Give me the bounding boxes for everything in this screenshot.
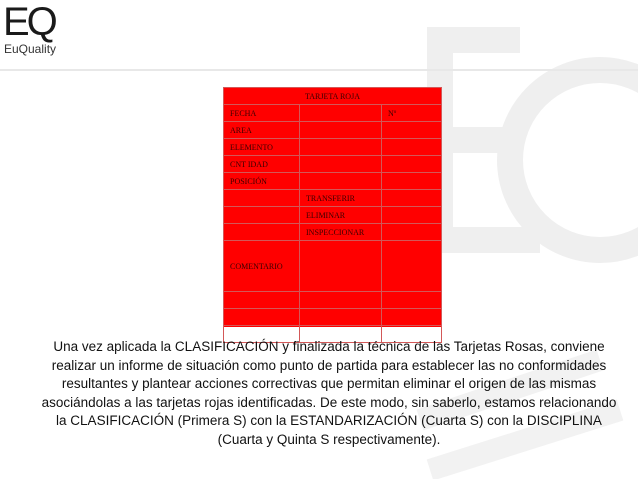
elemento-value — [300, 139, 382, 156]
action-inspeccionar-check — [382, 224, 442, 241]
area-label: AREA — [224, 122, 300, 139]
action-row-empty — [224, 224, 300, 241]
elemento-extra — [382, 139, 442, 156]
elemento-label: ELEMENTO — [224, 139, 300, 156]
fecha-label: FECHA — [224, 105, 300, 122]
card-title: TARJETA ROJA — [224, 88, 442, 105]
blank-cell — [300, 292, 382, 309]
blank-cell — [382, 292, 442, 309]
red-card-form — [223, 87, 441, 327]
posicion-label: POSICIÓN — [224, 173, 300, 190]
header-divider — [0, 69, 638, 71]
action-transferir-check — [382, 190, 442, 207]
numero-label: Nº — [382, 105, 442, 122]
blank-cell — [300, 309, 382, 326]
area-extra — [382, 122, 442, 139]
comentario-label: COMENTARIO — [224, 241, 300, 292]
comentario-value — [300, 241, 382, 292]
action-eliminar-check — [382, 207, 442, 224]
fecha-value — [300, 105, 382, 122]
blank-cell — [224, 292, 300, 309]
cantidad-label: CNT IDAD — [224, 156, 300, 173]
blank-cell — [382, 309, 442, 326]
logo-mark: EQ — [3, 0, 55, 44]
cantidad-value — [300, 156, 382, 173]
cantidad-extra — [382, 156, 442, 173]
action-row-empty — [224, 207, 300, 224]
comentario-extra — [382, 241, 442, 292]
action-inspeccionar: INSPECCIONAR — [300, 224, 382, 241]
euquality-logo — [3, 0, 67, 60]
action-row-empty — [224, 190, 300, 207]
action-transferir: TRANSFERIR — [300, 190, 382, 207]
posicion-value — [300, 173, 382, 190]
action-eliminar: ELIMINAR — [300, 207, 382, 224]
blank-cell — [224, 309, 300, 326]
area-value — [300, 122, 382, 139]
posicion-extra — [382, 173, 442, 190]
body-paragraph: Una vez aplicada la CLASIFICACIÓN y finalizada la técnica de las Tarjetas Rosas, conviene realizar un informe de situación como punto de partida para establecer las no conformidades resultantes y plantear acciones correctivas que permitan eliminar el origen de las mismas asociándolas a las tarjetas rojas identificadas. De este modo, sin saberlo, estamos relacionando la CLASIFICACIÓN (Primera S) con la ESTANDARIZACIÓN (Cuarta S) con la DISCIPLINA (Cuarta y Quinta S respectivamente). — [41, 339, 617, 447]
logo-name: EuQuality — [4, 42, 57, 56]
